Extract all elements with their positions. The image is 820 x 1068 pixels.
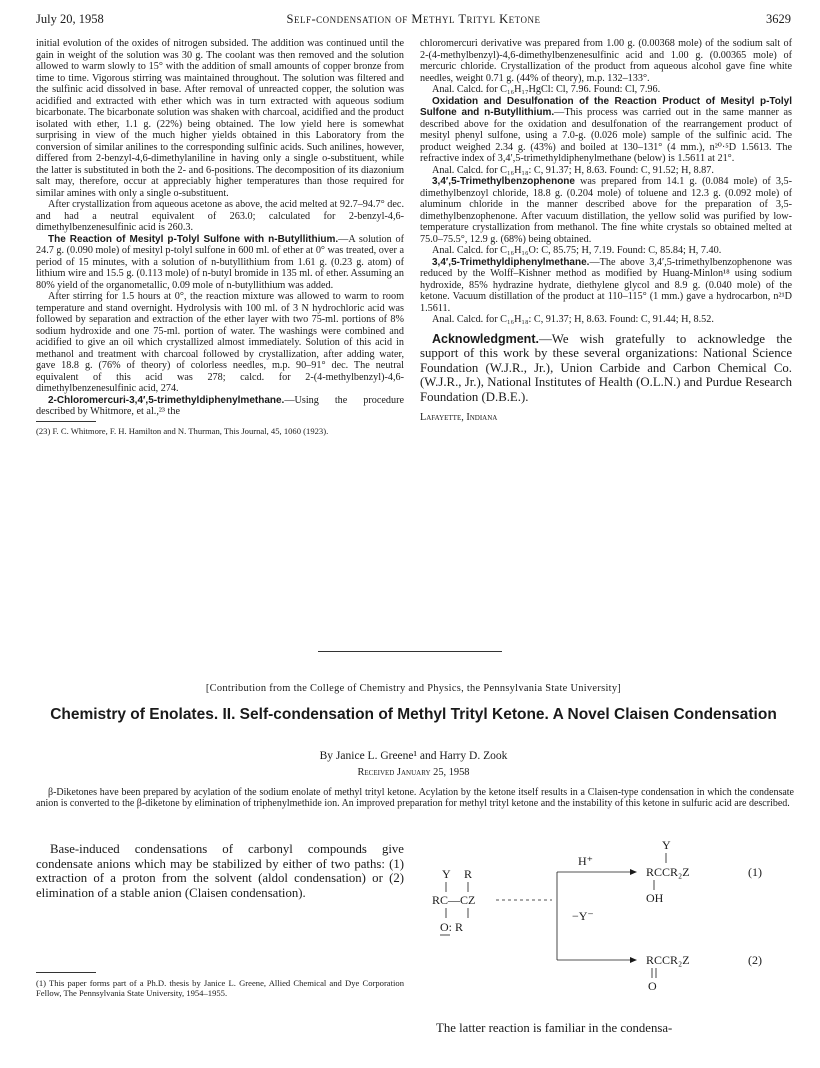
scheme-reactant: RC—CZ [432,893,476,907]
left-paragraph-4: After stirring for 1.5 hours at 0°, the reaction mixture was allowed to warm to room temperature and stand overnight. Hydrolysis with 100 ml. of 3 N hydrochloric acid was followed by separation and extraction of the ether layer with two 75-ml. portions of 8% sodium hydroxide and one 75-ml. portion of water. The washings were combined and acidified to give an oil which crystallized almost immediately. Solution of this acid in methanol and treatment with charcoal followed by crystallization, after adding water, gave 18.8 g. (76% of theory) of colorless needles, m.p. 90–91° dec. The neutral equivalent of this acid was 278; calcd. for 2-(4-methylbenzyl)-4,6-dimethylbenzenesulfinic acid, 274. [36,291,404,394]
right-paragraph-1: chloromercuri derivative was prepared from 1.00 g. (0.00368 mole) of the sodium salt of 2-(4-methylbenzyl)-4,6-dimethylbenzenesulfinic acid and 1.00 g. (0.00365 mole) of mercuric chloride. Crystallization of the product from aqueous alcohol gave fine white needles, weight 0.71 g. (44% of theory), m.p. 132–133°. [420,38,792,84]
scheme-arrowhead-2 [630,957,637,963]
left-paragraph-2: After crystallization from aqueous acetone as above, the acid melted at 92.7–94.7° dec. and had a neutral equivalent of 263.0; calculated for 2-benzyl-4,6-dimethylbenzenesulfinic acid is 260.3. [36,199,404,233]
scheme-product2-o: O [648,979,657,993]
article-authors: By Janice L. Greene¹ and Harry D. Zook [319,750,508,762]
analysis-4: Anal. Calcd. for C₁₆H₁₈: C, 91.37; H, 8.63. Found: C, 91.44; H, 8.52. [432,314,714,325]
footnote-1-block [36,969,404,998]
scheme-product2: RCCR₂Z [646,953,690,967]
header-page-number: 3629 [766,12,791,26]
article-title: Chemistry of Enolates. II. Self-condensation of Methyl Trityl Ketone. A Novel Claisen Condensation [50,706,777,723]
left-paragraph-1: initial evolution of the oxides of nitrogen subsided. The addition was continued until the gain in weight of the solution was 30 g. The coolant was then removed and the solution allowed to warm slowly to 15° with the addition of small amounts of copper bronze from time to time. Vigorous stirring was maintained throughout. The solution was filtered and the sulfinic acid dissolved in base. After removal of unreacted copper, the solution was acidified and extracted with ether which was in turn extracted with aqueous sodium bicarbonate. The bicarbonate solution was shaken with charcoal, acidified and the product isolated with ether, 1.1 g. (22%) being obtained. The low yield here is somewhat surprising in view of the much higher yields obtained in this Laboratory from the conversion of similar anilines to the corresponding sulfinic acids. Such anilines, however, differed from 2-benzyl-4,6-dimethylaniline in having only a single o-substituent, while the latter is substituted in both the 2- and 6-positions. The decomposition of its diazonium salt may, therefore, occur at appreciably higher temperatures than those required for similar amines with only a single o-substituent. [36,38,404,199]
intro-paragraph: Base-induced condensations of carbonyl compounds give condensate anions which may be stabilized by either of two paths: (1) extraction of a proton from the solvent (aldol condensation) or (2) elimination of a stable anion (Claisen condensation). [36,842,404,900]
scheme-h-plus: H⁺ [578,854,593,868]
left-paragraph-3: The Reaction of Mesityl p-Tolyl Sulfone with n-Butyllithium.—A solution of 24.7 g. (0.090 mole) of mesityl p-tolyl sulfone in 600 ml. of ether at 0° was treated, over a period of 15 minutes, with a solution of n-butyllithium from 1.61 g. (0.23 g. atom) of lithium wire and 15.5 g. (0.113 mole) of n-butyl bromide in 135 ml. of ether. Assuming an 80% yield of the organometallic, 0.09 mole of n-butyllithium was added. [36,233,404,291]
scheme-equation-2: (2) [748,953,762,967]
footnote-1: (1) This paper forms part of a Ph.D. thesis by Janice L. Greene, Allied Chemical and Dye Corporation Fellow, The Pennsylvania State University, 1954–1955. [36,978,404,998]
right-column-continuation: The latter reaction is familiar in the condensa- [436,1021,673,1035]
acknowledgment: Acknowledgment.—We wish gratefully to acknowledge the support of this work by these several organizations: National Science Foundation (W.J.R., Jr.), Union Carbide and Carbon Chemical Co. (W.J.R., Jr.), National Institutes of Health (O.L.N.) and Purdue Research Foundation (D.B.E.). [420,331,792,404]
scheme-product1-y: Y [662,840,671,852]
right-paragraph-2: Oxidation and Desulfonation of the Reaction Product of Mesityl p-Tolyl Sulfone and n-Butyllithium.—This process was carried out in the same manner as described above for the oxidation and desulfonation of the rearrangement product of mesityl phenyl sulfone, using a 7.0-g. (0.026 mole) sample of the sulfinic acid. The product weighed 2.34 g. (43%) and boiled at 130–131° (4 mm.), n²⁰·⁵D 1.5613. The refractive index of 3,4′,5-trimethyldiphenylmethane (below) is 1.5611 at 21°. [420,95,792,164]
section-heading: The Reaction of Mesityl p-Tolyl Sulfone with n-Butyllithium. [48,233,339,245]
section-heading: Oxidation and Desulfonation of the Reaction Product of Mesityl p-Tolyl Sulfone and n-Butyllithium. [420,95,792,118]
location: Lafayette, Indiana [420,412,498,424]
left-column [36,38,404,436]
scheme-product1-oh: OH [646,891,664,905]
scheme-equation-1: (1) [748,865,762,879]
received-date: Received January 25, 1958 [357,767,470,778]
page-header [36,12,791,30]
right-paragraph-3: 3,4′,5-Trimethylbenzophenone was prepared from 14.1 g. (0.084 mole) of 3,5-dimethylbenzoyl chloride, 18.8 g. (0.204 mole) of toluene and 12.3 g. (0.092 mole) of aluminum chloride in the manner described above for the preparation of 3,5-dimethylbenzophenone. After vacuum distillation, the yellow solid was purified by low-temperature crystallization from methanol. The fine white crystals so obtained melted at 75.0–75.5°, 12.9 g. (68%) being obtained. [420,176,792,245]
left-paragraph-5: 2-Chloromercuri-3,4′,5-trimethyldiphenylmethane.—Using the procedure described by Whitmore, et al.,²³ the [36,394,404,417]
acknowledgment-heading: Acknowledgment. [432,331,539,346]
header-date: July 20, 1958 [36,12,104,26]
scheme-arrowhead-1 [630,869,637,875]
footnote-23: (23) F. C. Whitmore, F. H. Hamilton and N. Thurman, This Journal, 45, 1060 (1923). [36,425,329,436]
right-paragraph-4: 3,4′,5-Trimethyldiphenylmethane.—The above 3,4′,5-trimethylbenzophenone was reduced by the Wolff–Kishner method as modified by Huang-Minlon¹⁸ using sodium hydroxide, 85% hydrazine hydrate, diethylene glycol and 8.9 g. (0.040 mole) of the ketone. Vacuum distillation of the product at 110–115° (1 mm.) gave a hydrocarbon, n²¹D 1.5611. [420,256,792,314]
scheme-product1: RCCR₂Z [646,865,690,879]
section-divider [318,651,502,652]
contribution-line: [Contribution from the College of Chemistry and Physics, the Pennsylvania State University] [205,683,622,694]
right-column [420,38,792,424]
scheme-o-r: O: R [440,920,464,934]
analysis-3: Anal. Calcd. for C₁₆H₁₆O: C, 85.75; H, 7.19. Found: C, 85.84; H, 7.40. [432,245,722,256]
reaction-scheme [430,840,795,1010]
section-heading: 3,4′,5-Trimethylbenzophenone [432,176,575,187]
footnote-rule [36,972,96,973]
abstract: β-Diketones have been prepared by acylation of the sodium enolate of methyl trityl ketone. Acylation by the ketone itself results in a Claisen-type condensation in which the condensate anion is converted to the β-diketone by elimination of triphenylmethide ion. An improved preparation for methyl trityl ketone and the instability of this ketone in sulfuric acid are described. [36,787,794,810]
scheme-minus-y: −Y⁻ [572,909,594,923]
scheme-y-top: Y [442,867,451,881]
section-heading: 3,4′,5-Trimethyldiphenylmethane. [432,256,590,268]
footnote-rule [36,421,96,422]
analysis-2: Anal. Calcd. for C₁₆H₁₈: C, 91.37; H, 8.63. Found: C, 91.52; H, 8.87. [432,164,714,176]
scheme-r-top: R [464,867,473,881]
analysis-1: Anal. Calcd. for C₁₆H₁₇HgCl: Cl, 7.96. Found: Cl, 7.96. [432,84,661,95]
header-running-title: Self-condensation of Methyl Trityl Ketone [286,12,541,26]
section-heading: 2-Chloromercuri-3,4′,5-trimethyldiphenylmethane. [48,394,285,406]
